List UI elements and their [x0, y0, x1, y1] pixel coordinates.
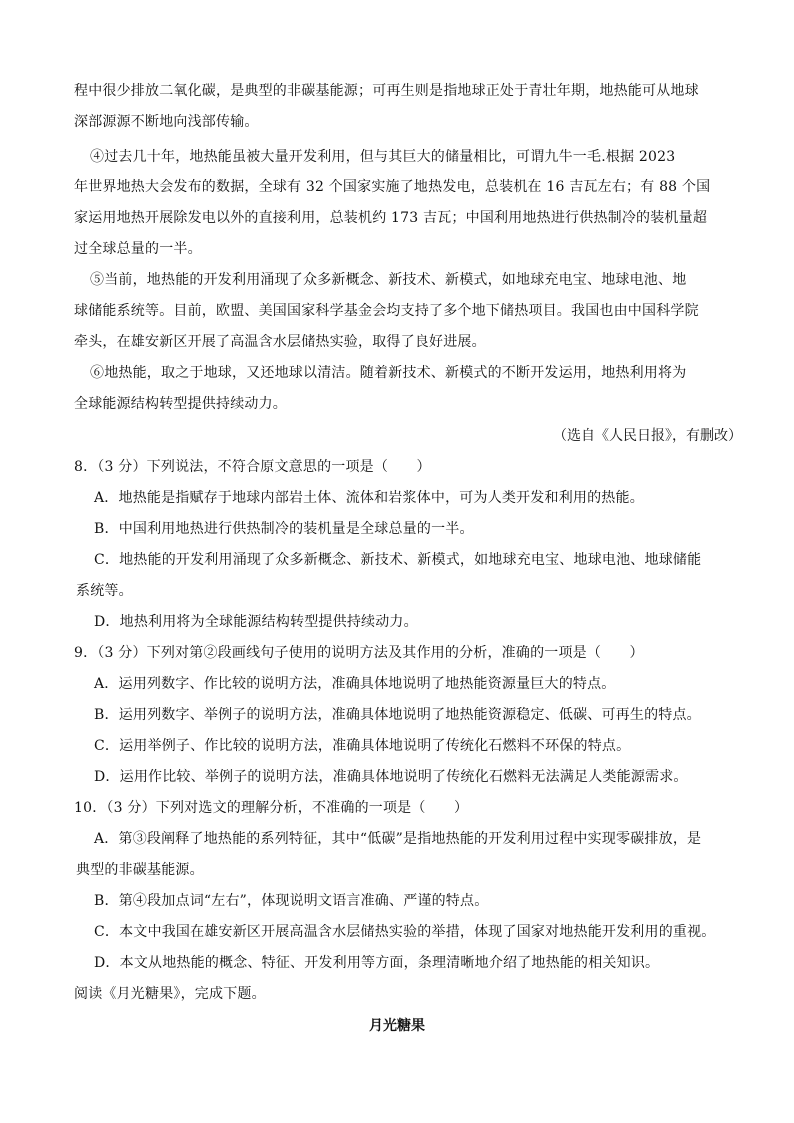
question-9-stem: 9．（3 分）下列对第②段画线句子使用的说明方法及其作用的分析，准确的一项是（ ） — [74, 645, 644, 661]
paragraph-6-line-1: ⑥地热能，取之于地球，又还地球以清洁。随着新技术、新模式的不断开发运用，地热利用将为 — [90, 365, 687, 381]
question-9-option-c: C．运用举例子、作比较的说明方法，准确具体地说明了传统化石燃料不环保的特点。 — [94, 738, 631, 754]
question-8-option-c-line-1: C．地热能的开发利用涌现了众多新概念、新技术、新模式，如地球充电宝、地球电池、地球储能 — [94, 552, 702, 568]
question-10-option-a-line-1: A．第③段阐释了地热能的系列特征，其中“低碳”是指地热能的开发利用过程中实现零碳排放，是 — [94, 831, 702, 847]
paragraph-4-line-2: 年世界地热大会发布的数据，全球有 32 个国家实施了地热发电，总装机在 16 吉瓦左右；有 88 个国 — [74, 179, 711, 195]
paragraph-5-line-2: 球储能系统等。目前，欧盟、美国国家科学基金会均支持了多个地下储热项目。我国也由中国科学院 — [74, 303, 699, 319]
question-8-option-c-line-2: 系统等。 — [76, 583, 133, 599]
question-9-option-d: D．运用作比较、举例子的说明方法，准确具体地说明了传统化石燃料无法满足人类能源需求。 — [94, 769, 688, 785]
question-8-option-d: D．地热利用将为全球能源结构转型提供持续动力。 — [94, 614, 418, 630]
paragraph-5-line-1: ⑤当前，地热能的开发利用涌现了众多新概念、新技术、新模式，如地球充电宝、地球电池、地 — [90, 272, 687, 288]
paragraph-3-line-2: 深部源源不断地向浅部传输。 — [74, 114, 259, 130]
next-reading-intro: 阅读《月光糖果》，完成下题。 — [74, 986, 266, 1002]
question-10-option-a-line-2: 典型的非碳基能源。 — [76, 862, 204, 878]
question-8-stem: 8．（3 分）下列说法，不符合原文意思的一项是（ ） — [74, 459, 431, 475]
paragraph-3-line-1: 程中很少排放二氧化碳，是典型的非碳基能源；可再生则是指地球正处于青壮年期，地热能可从地球 — [74, 83, 699, 99]
question-10-option-b: B．第④段加点词“左右”，体现说明文语言准确、严谨的特点。 — [94, 893, 489, 909]
question-8-option-a: A．地热能是指赋存于地球内部岩土体、流体和岩浆体中，可为人类开发和利用的热能。 — [94, 490, 644, 506]
paragraph-4-line-1: ④过去几十年，地热能虽被大量开发利用，但与其巨大的储量相比，可谓九牛一毛.根据 2023 — [90, 149, 676, 165]
paragraph-4-line-3: 家运用地热开展除发电以外的直接利用，总装机约 173 吉瓦；中国利用地热进行供热制冷的装机量超 — [74, 210, 708, 226]
question-10-option-d: D．本文从地热能的概念、特征、开发利用等方面，条理清晰地介绍了地热能的相关知识。 — [94, 955, 660, 971]
question-9-option-b: B．运用列数字、举例子的说明方法，准确具体地说明了地热能资源稳定、低碳、可再生的特点。 — [94, 707, 701, 723]
question-10-stem: 10．（3 分）下列对选文的理解分析，不准确的一项是（ ） — [74, 800, 469, 816]
paragraph-6-line-2: 全球能源结构转型提供持续动力。 — [74, 396, 287, 412]
question-9-option-a: A．运用列数字、作比较的说明方法，准确具体地说明了地热能资源量巨大的特点。 — [94, 676, 616, 692]
paragraph-5-line-3: 牵头，在雄安新区开展了高温含水层储热实验，取得了良好进展。 — [74, 334, 486, 350]
paragraph-4-line-4: 过全球总量的一半。 — [74, 241, 202, 257]
question-10-option-c: C．本文中我国在雄安新区开展高温含水层储热实验的举措，体现了国家对地热能开发利用的重视。 — [94, 924, 716, 940]
next-reading-title: 月光糖果 — [369, 1018, 425, 1034]
question-8-option-b: B．中国利用地热进行供热制冷的装机量是全球总量的一半。 — [94, 521, 474, 537]
source-citation: （选自《人民日报》，有删改） — [553, 428, 742, 444]
